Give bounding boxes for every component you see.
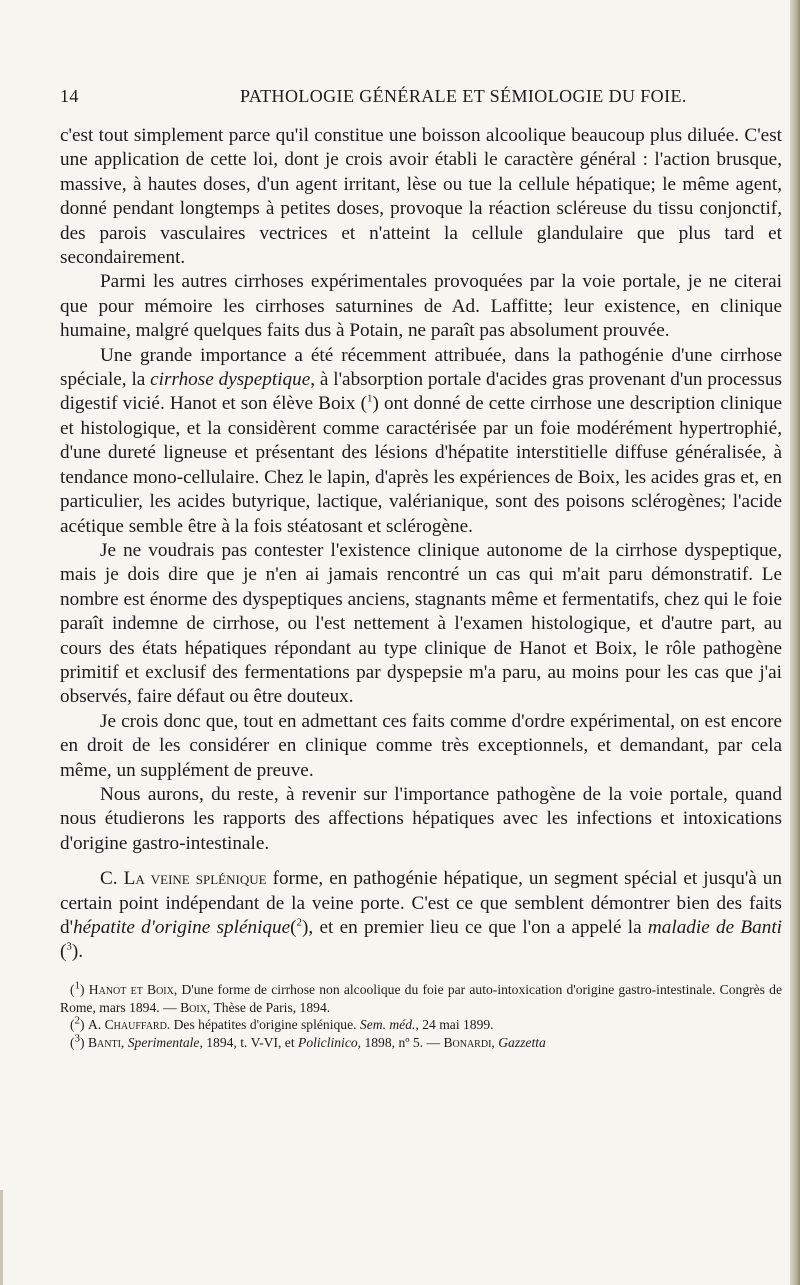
footnote-2-text-2: , 24 mai 1899. (415, 1017, 494, 1033)
section-c-text-a: forme, en pathogénie hépatique, un segment spécial et jusqu'à un certain point indépendant de la veine porte. C'est ce que semblent démontrer bien des faits d' (60, 868, 782, 938)
footnote-1-author-2: Boix, (180, 999, 211, 1015)
footnote-1-author: Hanot et Boix, (88, 981, 178, 997)
footnote-3-author: Banti, (87, 1035, 125, 1051)
term-maladie-de-banti: maladie de Banti (647, 917, 782, 938)
footnote-1-text: D'une forme de cirrhose non alcoolique du foie par auto-intoxication d'origine gastro-intestinale. Congrès de Rome, mars 1894. — (60, 981, 783, 1015)
footnote-ref-2: 2 (296, 916, 302, 929)
footnote-3-author-2: Bonardi, (443, 1035, 495, 1051)
footnote-3-journal: Sperimentale, (127, 1035, 203, 1051)
paragraph-2: Parmi les autres cirrhoses expérimentales provoquées par la voie portale, je ne citerai que pour mémoire les cirrhoses saturnines de Ad. Laffitte; leur existence, en clinique humaine, malgré quelques faits dus à Potain, ne paraît pas absolument prouvée. (60, 271, 782, 342)
section-c-heading: La veine splénique (123, 868, 267, 890)
footnote-1-text-2: Thèse de Paris, 1894. (210, 999, 331, 1015)
footnote-1-number: 1 (74, 979, 81, 992)
footnote-2-journal: Sem. méd. (359, 1017, 416, 1033)
running-head: PATHOLOGIE GÉNÉRALE ET SÉMIOLOGIE DU FOIE. (240, 86, 687, 106)
footnote-ref-1: 1 (366, 393, 373, 406)
footnote-3-journal-2: Policlinico, (298, 1035, 362, 1051)
footnote-3-text: 1894, t. V-VI, et (202, 1035, 299, 1051)
page-edge-left (0, 1190, 3, 1285)
paragraph-6: Nous aurons, du reste, à revenir sur l'importance pathogène de la voie portale, quand nous étudierons les rapports des affections hépatiques avec les infections et intoxications d'origine gastro-intestinale. (60, 783, 782, 854)
term-hepatite-splenique: hépatite d'origine splénique (73, 917, 291, 938)
section-c-text-c: . (78, 941, 84, 963)
paragraph-3-text-a: Une grande importance a été récemment attribuée, dans la pathogénie d'une cirrhose spéciale, la (60, 344, 782, 391)
footnote-3-journal-3: Gazzetta (498, 1035, 546, 1051)
footnotes (60, 981, 782, 1052)
paragraph-3 (60, 344, 782, 539)
paragraph-3-text-b: , à l'absorption portale d'acides gras provenant d'un processus digestif vicié. Hanot et son élève Boix ( (60, 369, 782, 415)
page-header (60, 86, 782, 120)
footnote-2-number: 2 (74, 1014, 81, 1027)
term-cirrhose-dyspeptique: cirrhose dyspeptique (150, 369, 311, 391)
paragraph-3-text-c: ) ont donné de cette cirrhose une description clinique et histologique, et la considèrent comme caractérisée par un foie modérément hypertrophié, d'une dureté ligneuse et présentant des lésions d'hépatite interstitielle diffuse généralisée, à tendance mono-cellulaire. Chez le lapin, d'après les expériences de Boix, les acides gras et, en particulier, les acides butyrique, lactique, valérianique, sont des poisons sclérogènes; l'acide acétique semble être à la fois stéatosant et sclérogène. (60, 393, 783, 537)
paragraph-5: Je crois donc que, tout en admettant ces faits comme d'ordre expérimental, on est encore en droit de les considérer en clinique comme très exceptionnels, et demandant, par cela même, un supplément de preuve. (60, 710, 782, 781)
footnote-2-text: Des hépatites d'origine splénique. (170, 1017, 360, 1033)
footnote-3: ($^3$) Banti, Sperimentale, 1894, t. V-VI, et Policlinico, 1898, nº 5. — Bonardi, Gazzetta (70, 1032, 546, 1051)
footnote-2-author: A. Chauffard. (87, 1017, 171, 1033)
section-c-paragraph: C. La veine splénique forme, en pathogénie hépatique, un segment spécial et jusqu'à un certain point indépendant de la veine porte. C'est ce que semblent démontrer bien des faits d'hépatite d'origine splénique($^2$), et en premier lieu ce que l'on a appelé la maladie de Banti ($^3$). (60, 868, 782, 963)
page-number: 14 (60, 86, 79, 106)
footnote-2: ($^2$) A. Chauffard. Des hépatites d'origine splénique. Sem. méd., 24 mai 1899. (70, 1014, 494, 1033)
paragraph-4: Je ne voudrais pas contester l'existence clinique autonome de la cirrhose dyspeptique, mais je dois dire que je n'en ai jamais rencontré un cas qui m'ait paru démonstratif. Le nombre est énorme des dyspeptiques anciens, stagnants même et fermentatifs, chez qui le foie paraît indemne de cirrhose, ou l'est nettement à l'examen histologique, et d'autre part, au cours des états hépatiques répondant au type clinique de Hanot et Boix, le rôle pathogène primitif et exclusif des fermentations par dyspepsie m'a paru, au moins pour les cas que j'ai observés, faire défaut ou être douteux. (60, 539, 782, 708)
footnote-1: ($^1$) Hanot et Boix, D'une forme de cirrhose non alcoolique du foie par auto-intoxication d'origine gastro-intestinale. Congrès de Rome, mars 1894. — Boix, Thèse de Paris, 1894. (60, 979, 783, 1015)
section-c-text-b: , et en premier lieu ce que l'on a appelé la (308, 917, 648, 938)
footnote-ref-3: 3 (66, 941, 72, 954)
section-c-label: C. (100, 868, 124, 890)
paragraph-1: c'est tout simplement parce qu'il constitue une boisson alcoolique beaucoup plus diluée. C'est une application de cette loi, dont je crois avoir établi le caractère général : l'action brusque, massive, à hautes doses, d'un agent irritant, lèse ou tue la cellule hépatique; le même agent, donné pendant longtemps à petites doses, provoque la réaction scléreuse du tissu conjonctif, des parois vasculaires vectrices et n'atteint la cellule glandulaire que plus tard et secondairement. (60, 125, 782, 269)
footnote-3-text-2: 1898, nº 5. — (361, 1035, 444, 1051)
page-edge-shadow (790, 0, 800, 1285)
body-text (60, 124, 782, 965)
book-page (60, 86, 782, 1052)
footnote-3-number: 3 (74, 1032, 81, 1045)
